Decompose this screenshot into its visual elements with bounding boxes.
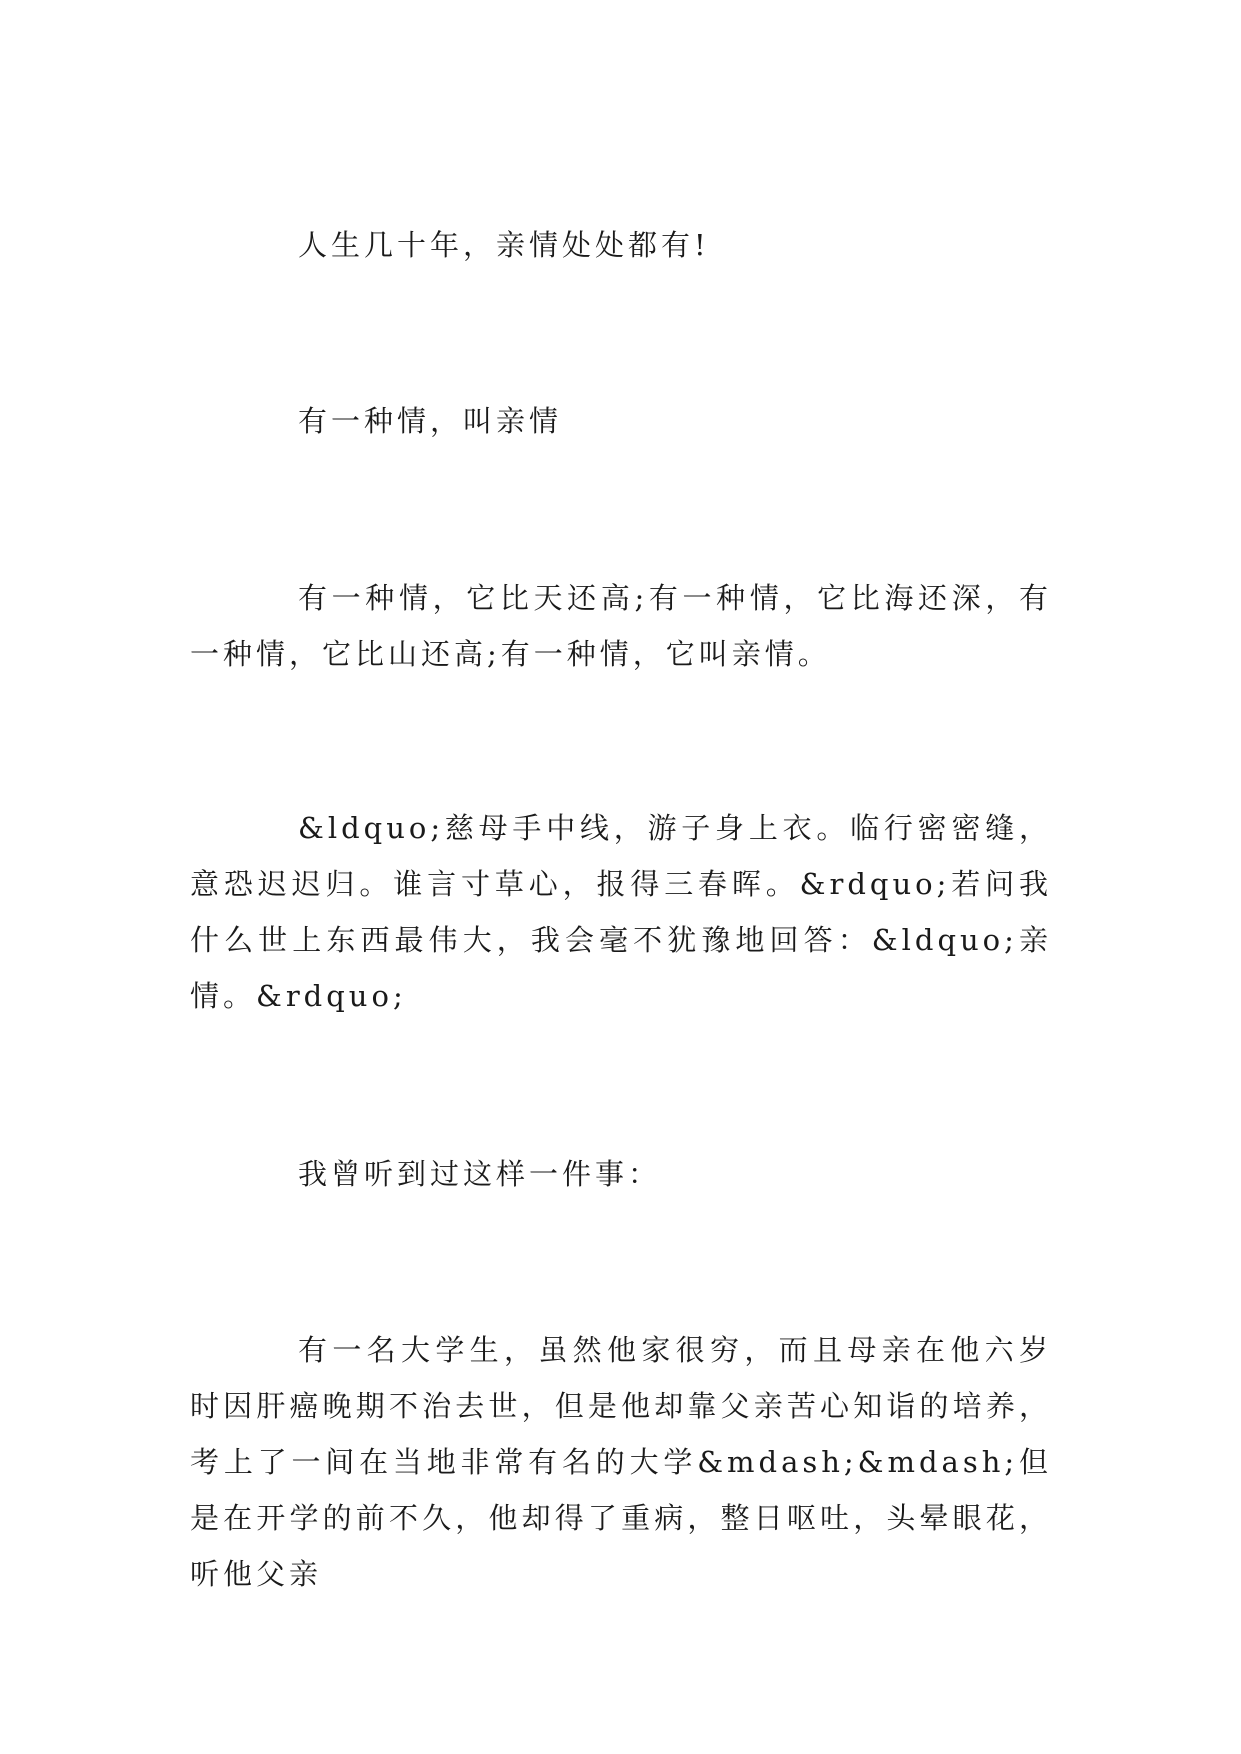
paragraph-4: &ldquo;慈母手中线，游子身上衣。临行密密缝，意恐迟迟归。谁言寸草心，报得三春晖。&rdquo;若问我什么世上东西最伟大，我会毫不犹豫地回答：&ldquo;亲情。&rdquo; [190, 811, 1052, 1013]
paragraph-6: 有一名大学生，虽然他家很穷，而且母亲在他六岁时因肝癌晚期不治去世，但是他却靠父亲苦心知诣的培养，考上了一间在当地非常有名的大学&mdash;&mdash;但是在开学的前不久，他却得了重病，整日呕吐，头晕眼花，听他父亲 [190, 1333, 1052, 1591]
paragraph-1: 人生几十年，亲情处处都有! [298, 228, 710, 262]
paragraph-5: 我曾听到过这样一件事： [298, 1157, 662, 1191]
paragraph-3: 有一种情，它比天还高;有一种情，它比海还深，有一种情，它比山还高;有一种情，它叫亲情。 [190, 581, 1052, 671]
paragraph-2: 有一种情，叫亲情 [298, 404, 563, 438]
